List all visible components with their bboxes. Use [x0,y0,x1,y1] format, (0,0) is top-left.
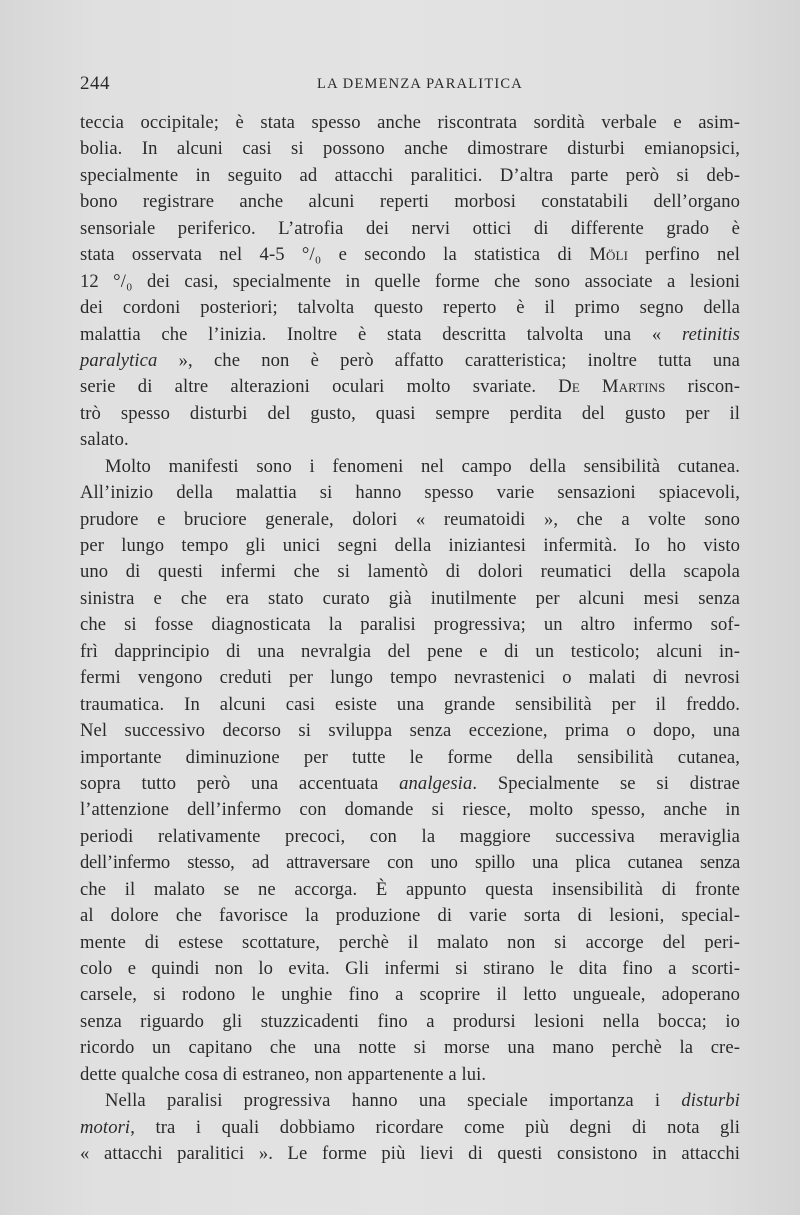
text-segment: , tra i quali dobbiamo ricordare come più degni di nota gli [130,1116,740,1138]
text-line [80,612,740,638]
italic-term: motori [80,1116,131,1138]
text-line [80,745,740,771]
text-segment: traumatica. In alcuni casi esiste una grande sensibilità per il freddo. [80,693,740,715]
text-line [80,163,740,189]
text-segment: salato. [80,429,129,451]
text-line [80,480,740,506]
italic-term: paralytica [80,349,158,371]
text-line [80,639,740,665]
text-line [80,269,740,295]
text-segment: malattia che l’inizia. Inoltre è stata descritta talvolta una « [80,323,682,345]
text-segment: trò spesso disturbi del gusto, quasi sempre perdita del gusto per il [80,402,740,424]
text-segment: senza riguardo gli stuzzicadenti fino a prodursi lesioni nella bocca; io [80,1010,740,1032]
text-segment: colo e quindi non lo evita. Gli infermi si stirano le dita fino a scorti- [80,958,740,979]
text-line [80,427,740,453]
text-segment: sopra tutto però una accentuata [80,772,400,794]
text-segment: al dolore che favorisce la produzione di varie sorta di lesioni, special- [80,905,740,927]
text-line [80,903,740,929]
text-segment: carsele, si rodono le unghie fino a scoprire il letto ungueale, adoperano [80,984,740,1006]
text-line [80,665,740,691]
text-segment: Nella paralisi progressiva hanno una speciale importanza i [105,1090,682,1112]
text-line [80,507,740,533]
page-number: 244 [80,73,110,94]
text-segment: mente di estese scottature, perchè il malato non si accorge del peri- [80,931,740,953]
text-segment: teccia occipitale; è stata spesso anche riscontrata sordità verbale e asim- [80,112,740,133]
text-line [80,454,740,480]
text-segment: bolia. In alcuni casi si possono anche dimostrare disturbi emianopsici, [80,138,740,160]
text-line [80,956,740,982]
text-line [80,216,740,242]
text-segment: frì dapprincipio di una nevralgia del pene e di un testicolo; alcuni in- [80,640,740,662]
text-line [80,374,740,400]
running-title: LA DEMENZA PARALITICA [317,76,523,92]
text-line [80,982,740,1008]
text-segment: importante diminuzione per tutte le forme della sensibilità cutanea, [80,746,740,768]
body-text [80,110,740,1168]
text-segment: stata osservata nel 4-5 °/₀ e secondo la statistica di [80,244,590,266]
text-line [80,1115,740,1141]
text-segment: uno di questi infermi che si lamentò di dolori reumatici della scapola [80,561,740,583]
text-segment: prudore e bruciore generale, dolori « reumatoidi », che a volte sono [80,508,740,530]
text-segment: per lungo tempo gli unici segni della iniziantesi infermità. Io ho visto [80,535,740,556]
text-segment: dette qualche cosa di estraneo, non appartenente a lui. [80,1063,487,1085]
text-line [80,1062,740,1088]
text-segment: che si fosse diagnosticata la paralisi progressiva; un altro infermo sof- [80,614,740,636]
text-line [80,348,740,374]
text-segment: 12 °/₀ dei casi, specialmente in quelle forme che sono associate a lesioni [80,270,740,292]
text-line [80,1009,740,1035]
text-segment: dell’infermo stesso, ad attraversare con uno spillo una plica cutanea senza [80,852,740,874]
text-line [80,1088,740,1114]
text-segment: sensoriale periferico. L’atrofia dei nervi ottici di differente grado è [80,217,740,239]
text-line [80,586,740,612]
text-line [80,692,740,718]
text-segment: perfino nel [628,244,740,266]
text-segment: che il malato se ne accorga. È appunto questa insensibilità di fronte [80,878,740,900]
text-line [80,322,740,348]
text-line [80,189,740,215]
text-segment: bono registrare anche alcuni reperti morbosi constatabili dell’organo [80,191,740,213]
text-segment: Molto manifesti sono i fenomeni nel campo della sensibilità cutanea. [105,455,740,477]
text-line [80,242,740,268]
text-line [80,136,740,162]
text-line [80,110,740,136]
text-line [80,771,740,797]
text-line [80,850,740,876]
text-segment: specialmente in seguito ad attacchi paralitici. D’altra parte però si deb- [80,164,740,186]
text-segment: All’inizio della malattia si hanno spesso varie sensazioni spiacevoli, [80,482,740,504]
text-segment: serie di altre alterazioni oculari molto svariate. [80,376,559,398]
running-head [80,73,740,97]
author-name: Möli [589,244,628,266]
italic-term: analgesia [399,772,473,794]
text-segment: periodi relativamente precoci, con la maggiore successiva meraviglia [80,825,740,847]
author-name: De Martins [558,376,666,398]
text-line [80,797,740,823]
text-line [80,1141,740,1167]
text-line [80,718,740,744]
text-segment: l’attenzione dell’infermo con domande si riesce, molto spesso, anche in [80,799,740,821]
text-line [80,559,740,585]
text-line [80,533,740,559]
text-line [80,401,740,427]
italic-term: retinitis [681,323,740,345]
text-segment: Nel successivo decorso si sviluppa senza eccezione, prima o dopo, una [80,720,740,742]
italic-term: disturbi [681,1090,740,1112]
text-segment: fermi vengono creduti per lungo tempo nevrastenici o malati di nevrosi [80,667,740,689]
text-segment: « attacchi paralitici ». Le forme più lievi di questi consistono in attacchi [80,1143,740,1165]
text-line [80,877,740,903]
text-segment: riscon- [665,376,740,398]
text-segment: ricordo un capitano che una notte si morse una mano perchè la cre- [80,1037,740,1059]
text-segment: dei cordoni posteriori; talvolta questo reperto è il primo segno della [80,297,740,319]
text-line [80,930,740,956]
text-segment: », che non è però affatto caratteristica; inoltre tutta una [157,349,740,371]
text-line [80,1035,740,1061]
text-segment: . Specialmente se si distrae [472,772,741,794]
text-segment: sinistra e che era stato curato già inutilmente per alcuni mesi senza [80,587,740,609]
text-line [80,824,740,850]
text-line [80,295,740,321]
